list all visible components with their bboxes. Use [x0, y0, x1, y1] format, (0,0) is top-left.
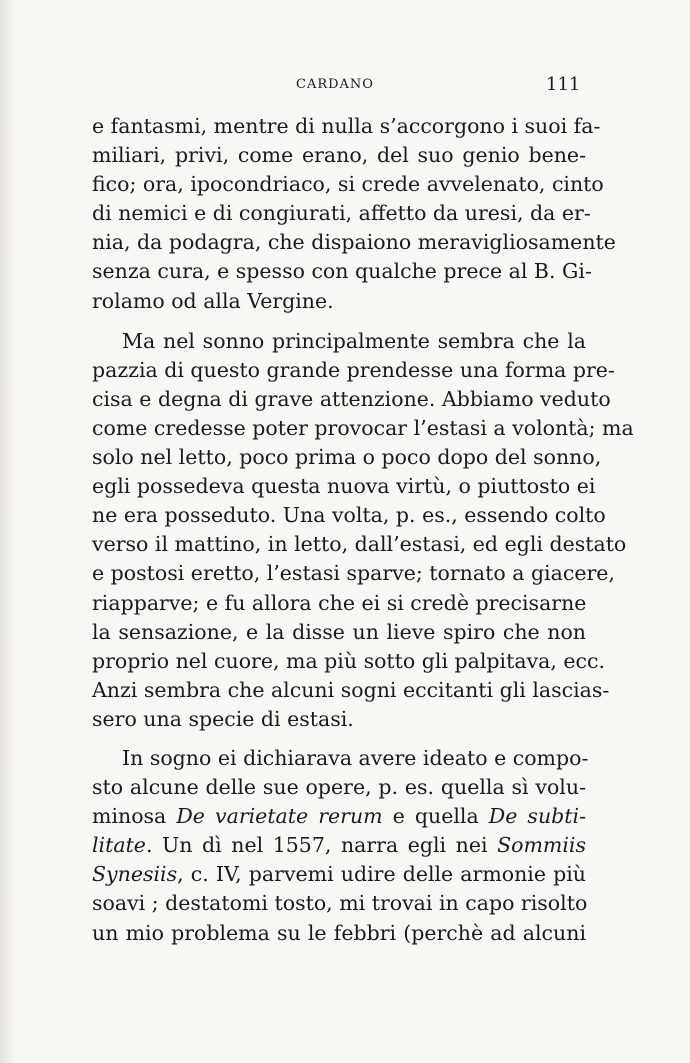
- text-run: minosa: [92, 804, 177, 829]
- paragraph-1: [92, 112, 616, 316]
- text-line: come credesse poter provocar l’estasi a volontà; ma: [92, 415, 634, 440]
- paragraph-gap: [92, 316, 586, 327]
- text-line: nia, da podagra, che dispaiono meravigliosamente: [92, 230, 616, 255]
- text-line: cisa e degna di grave attenzione. Abbiamo veduto: [92, 386, 611, 411]
- page-number: 111: [546, 74, 581, 95]
- text-line: fico; ora, ipocondriaco, si crede avvelenato, cinto: [92, 172, 604, 197]
- text-run: , c. IV, parvemi udire delle armonie più: [177, 862, 586, 887]
- text-run: . Un dì nel 1557, narra egli nei: [145, 833, 498, 858]
- text-line: la sensazione, e la disse un lieve spiro che non: [92, 619, 586, 644]
- text-line-mixed: [92, 831, 586, 860]
- text-line: sto alcune delle sue opere, p. es. quella sì volu-: [92, 775, 586, 800]
- text-line: rolamo od alla Vergine.: [92, 288, 334, 313]
- book-title-synesiis: Synesiis: [92, 862, 178, 887]
- paragraph-2: [92, 327, 634, 734]
- text-line-mixed: [92, 860, 586, 889]
- book-title-sommiis: Sommiis: [497, 833, 586, 858]
- text-line: proprio nel cuore, ma più sotto gli palpitava, ecc.: [92, 648, 606, 673]
- text-line: pazzia di questo grande prendesse una forma pre-: [92, 357, 615, 382]
- text-line: e postosi eretto, l’estasi sparve; tornato a giacere,: [92, 561, 615, 586]
- running-title: CARDANO: [296, 77, 374, 92]
- text-line: sero una specie di estasi.: [92, 706, 354, 731]
- text-line: egli possedeva questa nuova virtù, o piuttosto ei: [92, 474, 596, 499]
- text-line: solo nel letto, poco prima o poco dopo del sonno,: [92, 445, 602, 470]
- text-line: Anzi sembra che alcuni sogni eccitanti gli lascias-: [92, 677, 610, 702]
- text-line: miliari, privi, come erano, del suo genio bene-: [92, 143, 586, 168]
- book-title-de-subtilitate-part1: De subti-: [488, 804, 586, 829]
- running-head: [0, 74, 690, 98]
- text-line: di nemici e di congiurati, affetto da uresi, da er-: [92, 201, 591, 226]
- text-line: riapparve; e fu allora che ei si credè precisarne: [92, 590, 587, 615]
- text-line: In sogno ei dichiarava avere ideato e compo-: [122, 745, 589, 770]
- text-line: verso il mattino, in letto, dall’estasi, ed egli destato: [92, 532, 627, 557]
- text-line: soavi ; destatomi tosto, mi trovai in capo risolto: [92, 891, 588, 916]
- text-run: e quella: [382, 804, 489, 829]
- text-line: un mio problema su le febbri (perchè ad alcuni: [92, 920, 586, 945]
- body-text: [92, 112, 634, 948]
- book-title-de-subtilitate-part2: litate: [92, 833, 146, 858]
- text-line: senza cura, e spesso con qualche prece al B. Gi-: [92, 259, 592, 284]
- paragraph-3: [92, 744, 589, 948]
- text-line: e fantasmi, mentre di nulla s’accorgono i suoi fa-: [92, 114, 601, 138]
- paragraph-gap: [92, 734, 586, 744]
- text-line: ne era posseduto. Una volta, p. es., essendo colto: [92, 503, 606, 528]
- book-title-de-varietate-rerum: De varietate rerum: [176, 804, 383, 829]
- text-line-mixed: [92, 802, 586, 831]
- text-line: Ma nel sonno principalmente sembra che la: [122, 328, 586, 353]
- page-edge-shadow: [0, 0, 14, 1063]
